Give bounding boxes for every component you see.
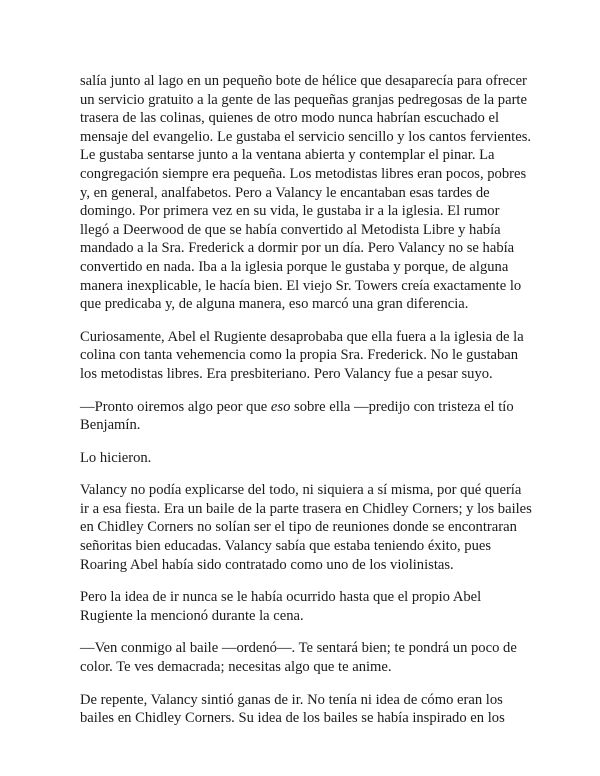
paragraph-1: salía junto al lago en un pequeño bote de hélice que desaparecía para ofrecer un servicio gratuito a la gente de las pequeñas granjas pedregosas de la parte trasera de las colinas, quienes de otro modo nunca habrían escuchado el mensaje del evangelio. Le gustaba el servicio sencillo y los cantos fervientes. Le gustaba sentarse junto a la ventana abierta y contemplar el pinar. La congregación siempre era pequeña. Los metodistas libres eran pocos, pobres y, en general, analfabetos. Pero a Valancy le encantaban esas tardes de domingo. Por primera vez en su vida, le gustaba ir a la iglesia. El rumor llegó a Deerwood de que se había convertido al Metodista Libre y había mandado a la Sra. Frederick a dormir por un día. Pero Valancy no se había convertido en nada. Iba a la iglesia porque le gustaba y porque, de alguna manera inexplicable, le hacía bien. El viejo Sr. Towers creía exactamente lo que predicaba y, de alguna manera, eso marcó una gran diferencia. bbox=[80, 73, 532, 313]
body-text bbox=[80, 72, 532, 728]
paragraph-3-before: —Pronto oiremos algo peor que bbox=[80, 398, 271, 415]
paragraph-8: De repente, Valancy sintió ganas de ir. No tenía ni idea de cómo eran los bailes en Chidley Corners. Su idea de los bailes se había inspirado en los bbox=[80, 691, 505, 727]
paragraph-5: Valancy no podía explicarse del todo, ni siquiera a sí misma, por qué quería ir a esa fiesta. Era un baile de la parte trasera en Chidley Corners; y los bailes en Chidley Corners no solían ser el tipo de reuniones donde se encontraran señoritas bien educadas. Valancy sabía que estaba teniendo éxito, pues Roaring Abel había sido contratado como uno de los violinistas. bbox=[80, 482, 532, 573]
paragraph-3-emphasis: eso bbox=[270, 398, 291, 415]
paragraph-6: Pero la idea de ir nunca se le había ocurrido hasta que el propio Abel Rugiente la mencionó durante la cena. bbox=[80, 589, 482, 624]
paragraph-7: —Ven conmigo al baile —ordenó—. Te sentará bien; te pondrá un poco de color. Te ves demacrada; necesitas algo que te anime. bbox=[80, 640, 517, 676]
paragraph-4: Lo hicieron. bbox=[80, 449, 152, 466]
paragraph-2: Curiosamente, Abel el Rugiente desaprobaba que ella fuera a la iglesia de la colina con tanta vehemencia como la propia Sra. Frederick. No le gustaban los metodistas libres. Era presbiteriano. Pero Valancy fue a pesar suyo. bbox=[80, 328, 524, 382]
paragraph-3 bbox=[80, 398, 532, 435]
paragraph-3-after: sobre ella —predijo con tristeza el tío Benjamín. bbox=[80, 398, 514, 434]
